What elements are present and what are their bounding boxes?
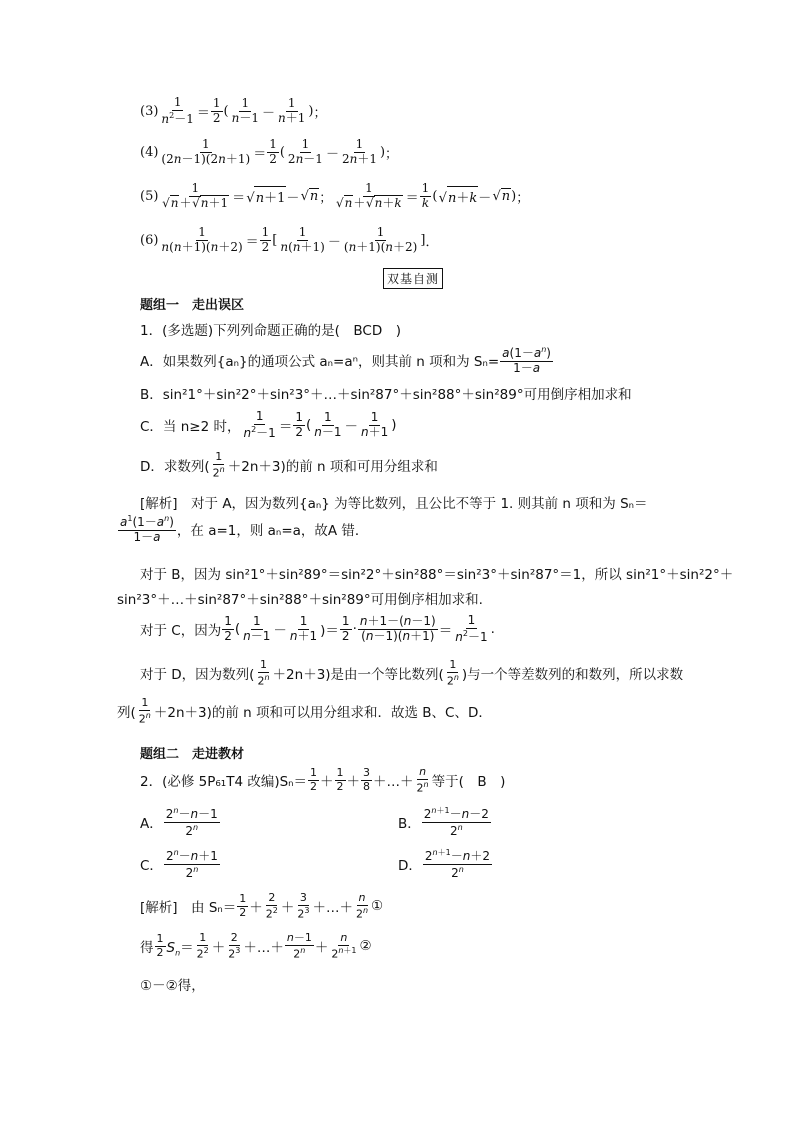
section-box-label: 双基自测 [383, 268, 443, 289]
option-2d: D． $\frac{2^{n+1}-n+2}{2^n}$ [398, 848, 490, 880]
option-1d: D．求数列( $\frac{1}{2^n}$ ＋2n＋3)的前 n 项和可用分组求和 [140, 450, 438, 480]
analysis-2-line1: [解析] 由 Sₙ＝ $\frac{1}{2}$ ＋ $\frac{2}{2^2}$ ＋ $\frac{3}{2^3}$ ＋…＋ $\frac{n}{2^n}$ ① [140, 891, 384, 921]
option-1a: A．如果数列{aₙ}的通项公式 aₙ=aⁿ，则其前 n 项和为 Sₙ= $\frac{a(1-a^n)}{1-a}$ [140, 345, 551, 375]
group1-heading: 题组一 走出误区 [140, 298, 245, 313]
formula-3: (3) $\frac{1}{n^2-1}$ ＝ $\frac{1}{2}$ ( $\frac{1}{n-1}$ － $\frac{1}{n+1}$ ) ； [140, 95, 327, 126]
analysis-d-line1: 对于 D，因为数列( $\frac{1}{2^n}$ ＋2n＋3)是由一个等比数列( $\frac{1}{2^n}$ )与一个等差数列的和数列，所以求数 [140, 658, 684, 688]
analysis-c: 对于 C，因为 $\frac{1}{2}$ ( $\frac{1}{n-1}$ － $\frac{1}{n+1}$ )＝ $\frac{1}{2}$ · $\frac{n+1-(n-1)}{(n-1)(n+1)}$ ＝ $\frac{1}{n^2-1}$ . [140, 613, 495, 644]
formula-5-label: (5) [140, 188, 159, 204]
formula-5: (5) 1 √ n＋ √ n＋1 ＝ √ n＋1 － √ n ； 1 √ n＋ √ n＋k ＝ $\frac{1}{k}$ ( √ n＋k － √ n ) ； [140, 182, 529, 211]
formula-4-label: (4) [140, 144, 159, 160]
question-1-stem: 1．(多选题)下列列命题正确的是( BCD ) [140, 323, 402, 339]
analysis-a-line1: [解析] 对于 A，因为数列{aₙ} 为等比数列，且公比不等于 1. 则其前 n 项和为 Sₙ＝ [140, 496, 648, 512]
option-1b: B．sin²1°＋sin²2°＋sin²3°＋…＋sin²87°＋sin²88°＋sin²89°可用倒序相加求和 [140, 387, 632, 403]
option-2c: C． $\frac{2^n-n+1}{2^n}$ [140, 848, 218, 880]
formula-6-label: (6) [140, 232, 159, 248]
group2-heading: 题组二 走进教材 [140, 747, 245, 762]
analysis-b-line2: sin²3°＋…＋sin²87°＋sin²88°＋sin²89°可用倒序相加求和. [117, 592, 483, 608]
analysis-a-line2: $\frac{a^1(1-a^n)}{1-a}$ ，在 a=1，则 aₙ=a，故A 错． [120, 514, 369, 544]
formula-3-label: (3) [140, 103, 159, 119]
analysis-2-line3: ①－②得， [140, 978, 205, 994]
option-1c: C．当 n≥2 时， $\frac{1}{n^2-1}$ ＝ $\frac{1}{2}$ ( $\frac{1}{n-1}$ － $\frac{1}{n+1}$ ) [140, 409, 397, 440]
analysis-d-line2: 列( $\frac{1}{2^n}$ ＋2n＋3)的前 n 项和可以用分组求和．故选 B、C、D． [117, 696, 492, 726]
question-2-stem: 2．(必修 5P₆₁T4 改编)Sₙ＝ $\frac{1}{2}$ ＋ $\frac{1}{2}$ ＋ $\frac{3}{8}$ ＋…＋ $\frac{n}{2^n}$ 等于( B ) [140, 765, 506, 795]
option-2a: A． $\frac{2^n-n-1}{2^n}$ [140, 806, 218, 838]
formula-4: (4) $\frac{1}{(2n-1)(2n+1)}$ ＝ $\frac{1}{2}$ ( $\frac{1}{2n-1}$ － $\frac{1}{2n+1}$ ) ； [140, 137, 399, 166]
formula-6: (6) $\frac{1}{n(n+1)(n+2)}$ ＝ $\frac{1}{2}$ [ $\frac{1}{n(n+1)}$ － $\frac{1}{(n+1)(n+2)}$ ] ． [140, 225, 439, 254]
analysis-2-line2: 得 $\frac{1}{2}$ $S_n=$ $\frac{1}{2^2}$ ＋ $\frac{2}{2^3}$ ＋…＋ $\frac{n-1}{2^n}$ ＋ $\frac{n}{2^{n+1}}$ ② [140, 931, 372, 961]
analysis-b-line1: 对于 B，因为 sin²1°＋sin²89°＝sin²2°＋sin²88°＝sin²3°＋sin²87°＝1，所以 sin²1°＋sin²2°＋ [140, 567, 734, 583]
option-2b: B． $\frac{2^{n+1}-n-2}{2^n}$ [398, 806, 489, 838]
